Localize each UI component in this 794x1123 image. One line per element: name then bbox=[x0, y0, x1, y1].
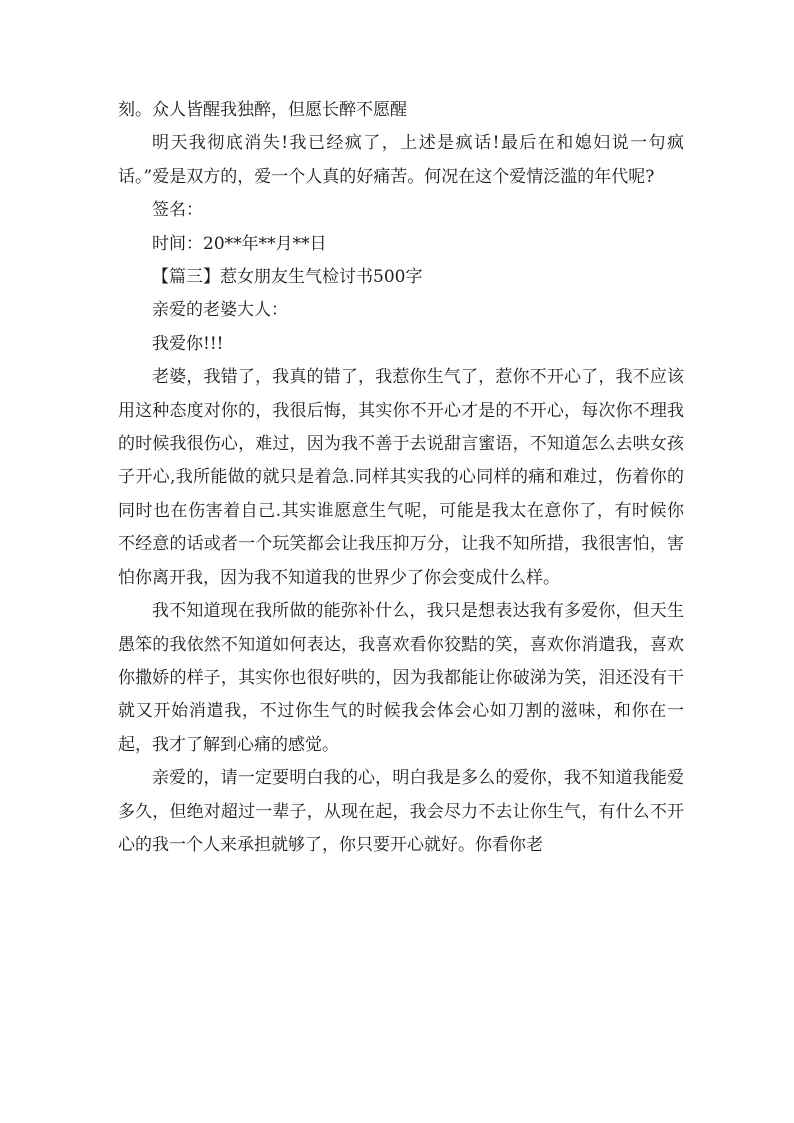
document-body bbox=[118, 94, 684, 862]
salutation: 亲爱的老婆大人： bbox=[152, 300, 288, 321]
paragraph-apology: 老婆，我错了，我真的错了，我惹你生气了，惹你不开心了，我不应该用这种态度对你的，我很后悔，其实你不开心才是的不开心，每次你不理我的时候我很伤心，难过，因为我不善于去说甜言蜜语，不知道怎么去哄女孩子开心,我所能做的就只是着急.同样其实我的心同样的痛和难过，伤着你的同时也在伤害着自己.其实谁愿意生气呢，可能是我太在意你了，有时候你不经意的话或者一个玩笑都会让我压抑万分，让我不知所措，我很害怕，害怕你离开我，因为我不知道我的世界少了你会变成什么样。 bbox=[118, 367, 684, 588]
paragraph-expression: 我不知道现在我所做的能弥补什么，我只是想表达我有多爱你，但天生愚笨的我依然不知道如何表达，我喜欢看你狡黠的笑，喜欢你消遣我，喜欢你撒娇的样子，其实你也很好哄的，因为我都能让你破涕为笑，泪还没有干就又开始消遣我，不过你生气的时候我会体会心如刀割的滋味，和你在一起，我才了解到心痛的感觉。 bbox=[118, 601, 684, 755]
paragraph-continuation: 刻。众人皆醒我独醉，但愿长醉不愿醒 bbox=[118, 100, 407, 120]
paragraph-promise: 亲爱的，请一定要明白我的心，明白我是多么的爱你，我不知道我能爱多久，但绝对超过一辈子，从现在起，我会尽力不去让你生气，有什么不开心的我一个人来承担就够了，你只要开心就好。你看你老 bbox=[118, 768, 684, 855]
date-line: 时间：20**年**月**日 bbox=[152, 233, 327, 254]
paragraph-crazy-words: 明天我彻底消失!我已经疯了，上述是疯话!最后在和媳妇说一句疯话。”爱是双方的，爱一个人真的好痛苦。何况在这个爱情泛滥的年代呢? bbox=[118, 133, 684, 187]
section-heading: 【篇三】惹女朋友生气检讨书500字 bbox=[152, 267, 423, 288]
signature-line: 签名： bbox=[152, 200, 203, 221]
love-exclamation: 我爱你!!! bbox=[152, 333, 224, 354]
